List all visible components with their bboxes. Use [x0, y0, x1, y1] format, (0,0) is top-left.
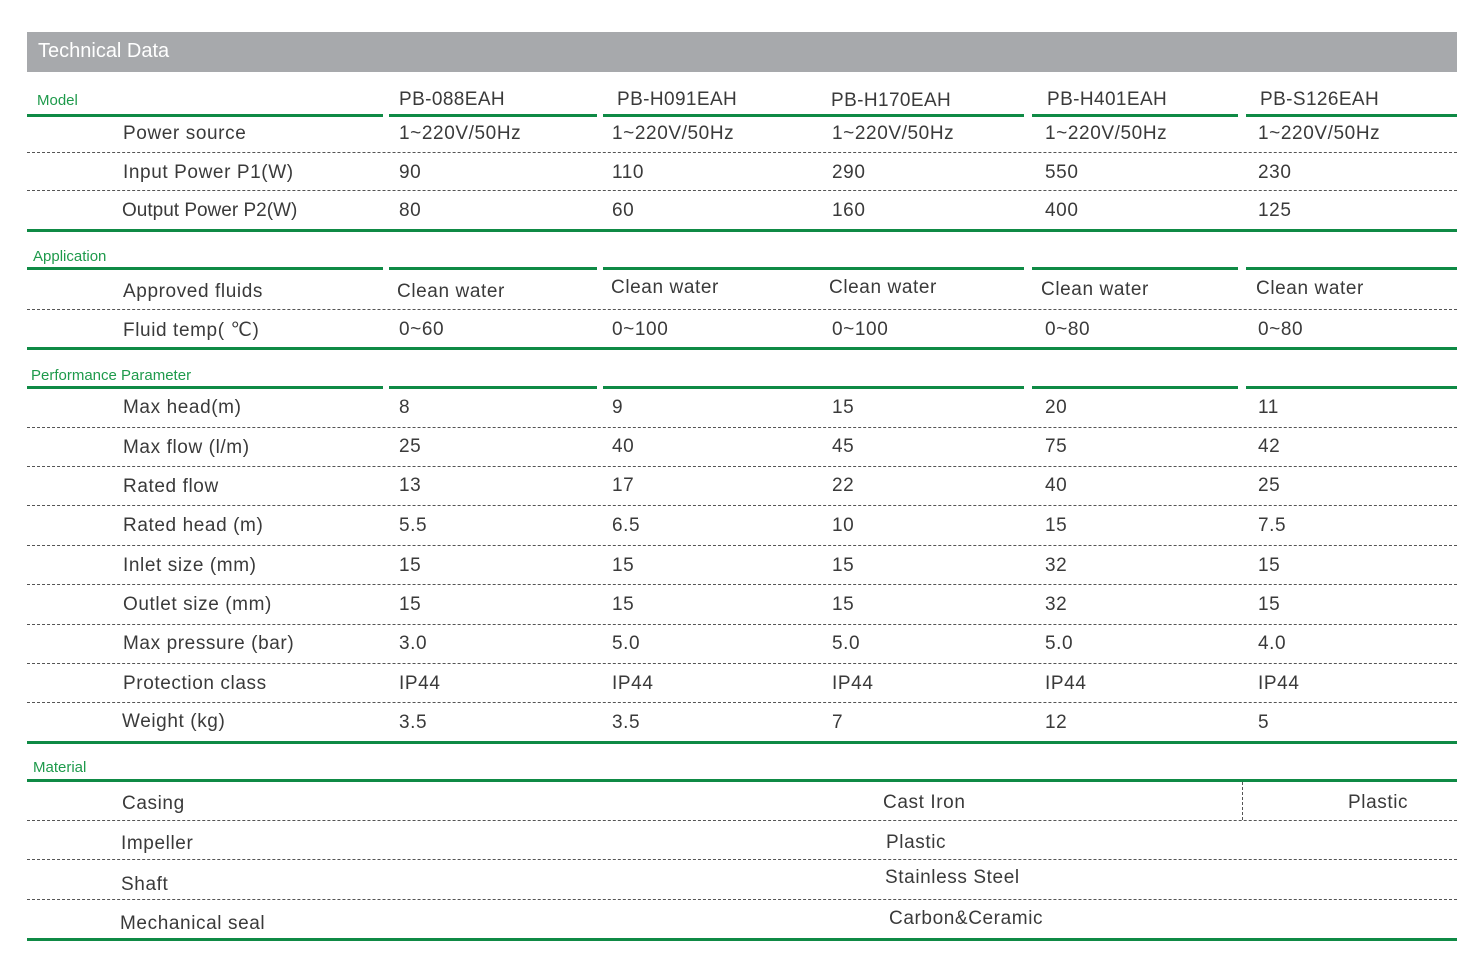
cell: 0~80	[1045, 319, 1091, 340]
cell: 90	[399, 162, 422, 183]
model-header-2: PB-H091EAH	[617, 89, 738, 110]
cell: 25	[399, 436, 422, 457]
divider-model-col-5	[1246, 114, 1457, 117]
page-title: Technical Data	[38, 40, 170, 62]
row-label-rated-flow: Rated flow	[123, 476, 219, 497]
cell: 32	[1045, 555, 1068, 576]
cell: 5.0	[612, 633, 641, 654]
section-divider	[27, 347, 1457, 350]
cell: 15	[832, 397, 855, 418]
cell: Clean water	[611, 277, 719, 298]
cell: 110	[612, 162, 645, 183]
cell: 1~220V/50Hz	[399, 123, 522, 144]
row-divider	[27, 309, 1457, 310]
cell: Cast Iron	[883, 792, 966, 813]
divider-app-col-4	[1032, 267, 1238, 270]
row-label-max-head: Max head(m)	[123, 397, 242, 418]
cell: 0~80	[1258, 319, 1304, 340]
divider-perf-label	[27, 386, 383, 389]
cell: 12	[1045, 712, 1068, 733]
divider-model-col-4	[1032, 114, 1238, 117]
divider-model-col-2-3	[603, 114, 1024, 117]
section-label-model: Model	[37, 92, 78, 109]
cell: 1~220V/50Hz	[1045, 123, 1168, 144]
cell: IP44	[1045, 673, 1087, 694]
row-divider	[27, 427, 1457, 428]
section-divider	[27, 741, 1457, 744]
cell: 15	[612, 594, 635, 615]
cell: 75	[1045, 436, 1068, 457]
cell: 15	[832, 555, 855, 576]
divider-app-col-1	[389, 267, 597, 270]
cell: 25	[1258, 475, 1281, 496]
row-label-input-power: Input Power P1(W)	[123, 162, 294, 183]
cell: 0~100	[612, 319, 669, 340]
cell: Plastic	[1348, 792, 1409, 813]
cell: 15	[1258, 594, 1281, 615]
cell: 550	[1045, 162, 1079, 183]
cell: 15	[832, 594, 855, 615]
cell: IP44	[1258, 673, 1300, 694]
cell: 0~100	[832, 319, 889, 340]
cell: 15	[612, 555, 635, 576]
row-label-approved-fluids: Approved fluids	[123, 281, 263, 302]
row-divider	[27, 190, 1457, 191]
model-header-4: PB-H401EAH	[1047, 89, 1168, 110]
divider-app-col-5	[1246, 267, 1457, 270]
divider-perf-col-1	[389, 386, 597, 389]
cell: 230	[1258, 162, 1292, 183]
cell: 60	[612, 200, 635, 221]
cell: 5.5	[399, 515, 428, 536]
title-bar	[27, 32, 1457, 72]
cell: 11	[1258, 397, 1279, 418]
cell: 1~220V/50Hz	[1258, 123, 1381, 144]
cell: Clean water	[1041, 279, 1149, 300]
cell: Carbon&Ceramic	[889, 908, 1044, 929]
cell: 22	[832, 475, 855, 496]
row-divider	[27, 505, 1457, 506]
cell: 40	[1045, 475, 1068, 496]
cell: 8	[399, 397, 411, 418]
cell: 290	[832, 162, 866, 183]
divider-perf-col-5	[1246, 386, 1457, 389]
row-divider	[27, 663, 1457, 664]
row-label-mechanical-seal: Mechanical seal	[120, 913, 266, 934]
row-divider	[27, 702, 1457, 703]
cell: 1~220V/50Hz	[612, 123, 735, 144]
cell: 15	[399, 594, 422, 615]
cell: 40	[612, 436, 635, 457]
row-label-max-flow: Max flow (l/m)	[123, 437, 250, 458]
row-label-rated-head: Rated head (m)	[123, 515, 264, 536]
cell: IP44	[832, 673, 874, 694]
cell: 15	[1045, 515, 1068, 536]
row-label-shaft: Shaft	[121, 874, 169, 895]
cell: 3.5	[399, 712, 428, 733]
cell: 32	[1045, 594, 1068, 615]
cell: 7	[832, 712, 844, 733]
cell: 9	[612, 397, 624, 418]
model-header-5: PB-S126EAH	[1260, 89, 1380, 110]
cell: Clean water	[397, 281, 505, 302]
cell: 125	[1258, 200, 1292, 221]
cell: 80	[399, 200, 422, 221]
row-divider	[27, 859, 1457, 860]
section-label-material: Material	[33, 759, 87, 776]
column-divider	[1242, 782, 1243, 820]
row-label-fluid-temp: Fluid temp( ℃)	[123, 320, 260, 341]
row-label-power-source: Power source	[123, 123, 247, 144]
divider-perf-col-2-3	[603, 386, 1024, 389]
row-divider	[27, 584, 1457, 585]
cell: 3.0	[399, 633, 428, 654]
row-label-casing: Casing	[122, 793, 185, 814]
row-label-outlet-size: Outlet size (mm)	[123, 594, 272, 615]
cell: 0~60	[399, 319, 445, 340]
cell: 7.5	[1258, 515, 1287, 536]
divider-model-label	[27, 114, 383, 117]
row-divider	[27, 624, 1457, 625]
cell: 5.0	[1045, 633, 1074, 654]
row-divider	[27, 820, 1457, 821]
cell: Clean water	[829, 277, 937, 298]
section-divider	[27, 229, 1457, 232]
cell: 160	[832, 200, 866, 221]
cell: Clean water	[1256, 278, 1364, 299]
row-label-weight: Weight (kg)	[122, 711, 226, 732]
row-label-impeller: Impeller	[121, 833, 194, 854]
cell: 6.5	[612, 515, 641, 536]
row-label-inlet-size: Inlet size (mm)	[123, 555, 257, 576]
divider-model-col-1	[389, 114, 597, 117]
section-label-performance: Performance Parameter	[31, 367, 192, 384]
cell: 5	[1258, 712, 1270, 733]
cell: 1~220V/50Hz	[832, 123, 955, 144]
row-label-protection-class: Protection class	[123, 673, 267, 694]
cell: Stainless Steel	[885, 867, 1020, 888]
cell: 5.0	[832, 633, 861, 654]
cell: 4.0	[1258, 633, 1287, 654]
cell: 17	[612, 475, 635, 496]
cell: IP44	[399, 673, 441, 694]
cell: IP44	[612, 673, 654, 694]
divider-app-label	[27, 267, 383, 270]
divider-perf-col-4	[1032, 386, 1238, 389]
row-divider	[27, 545, 1457, 546]
cell: 10	[832, 515, 855, 536]
cell: 15	[1258, 555, 1281, 576]
table-bottom-border	[27, 938, 1457, 941]
section-label-application: Application	[33, 248, 107, 265]
cell: 15	[399, 555, 422, 576]
model-header-1: PB-088EAH	[399, 89, 506, 110]
row-label-max-pressure: Max pressure (bar)	[123, 633, 295, 654]
cell: Plastic	[886, 832, 947, 853]
row-divider	[27, 466, 1457, 467]
cell: 3.5	[612, 712, 641, 733]
row-divider	[27, 152, 1457, 153]
cell: 42	[1258, 436, 1281, 457]
cell: 400	[1045, 200, 1079, 221]
cell: 20	[1045, 397, 1068, 418]
model-header-3: PB-H170EAH	[831, 90, 952, 111]
cell: 45	[832, 436, 855, 457]
divider-app-col-2-3	[603, 267, 1024, 270]
row-divider	[27, 899, 1457, 900]
cell: 13	[399, 475, 422, 496]
row-label-output-power: Output Power P2(W)	[122, 200, 298, 221]
